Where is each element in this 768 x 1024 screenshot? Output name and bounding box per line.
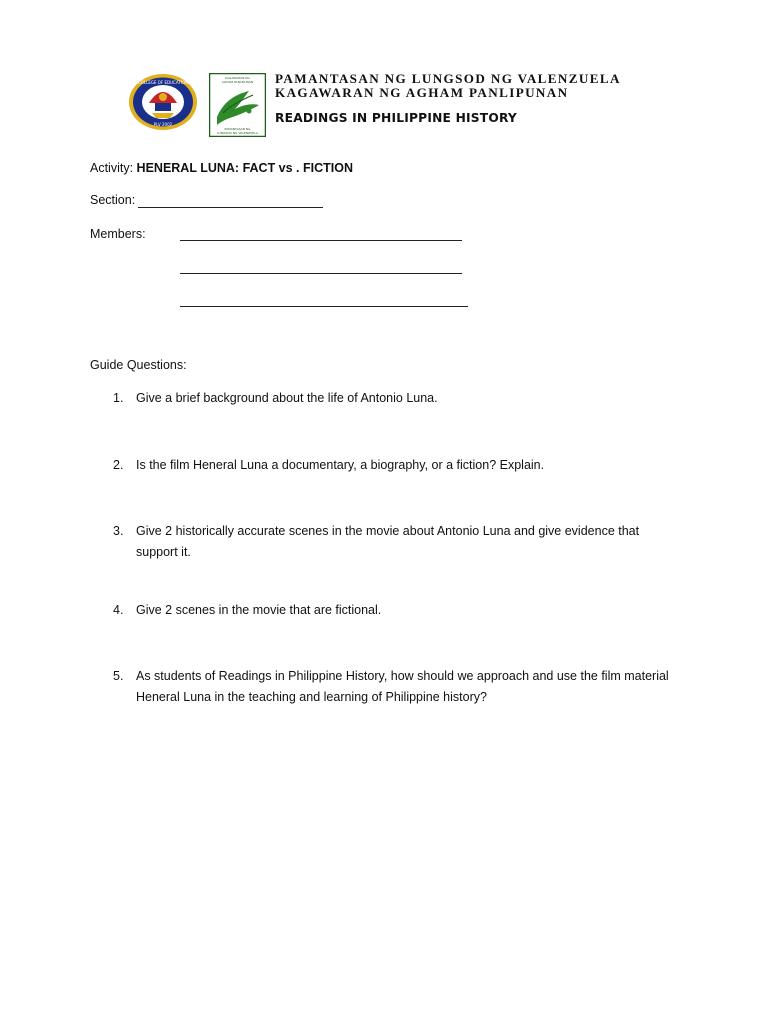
department-name: KAGAWARAN NG AGHAM PANLIPUNAN bbox=[275, 86, 569, 100]
department-seal-logo bbox=[209, 73, 266, 137]
question-number: 5. bbox=[113, 669, 124, 683]
svg-text:PAMANTASAN NG: PAMANTASAN NG bbox=[224, 127, 251, 131]
activity-label: Activity: bbox=[90, 161, 137, 175]
activity-line bbox=[90, 161, 353, 175]
section-label: Section: bbox=[90, 193, 136, 207]
question-5-text: As students of Readings in Philippine History, how should we approach and use the film material Heneral Luna in the teaching and learning of Philippine history? bbox=[136, 669, 669, 704]
question-number: 2. bbox=[113, 458, 124, 472]
svg-text:LUNGSOD NG VALENZUELA: LUNGSOD NG VALENZUELA bbox=[216, 131, 259, 135]
question-3-text: Give 2 historically accurate scenes in the movie about Antonio Luna and give evidence that support it. bbox=[136, 524, 640, 559]
university-name: PAMANTASAN NG LUNGSOD NG VALENZUELA bbox=[275, 72, 621, 86]
question-4-text: Give 2 scenes in the movie that are fictional. bbox=[136, 603, 382, 617]
course-title: READINGS IN PHILIPPINE HISTORY bbox=[275, 111, 517, 125]
guide-questions-label: Guide Questions: bbox=[90, 358, 187, 372]
question-number: 1. bbox=[113, 391, 124, 405]
member-blank-2[interactable] bbox=[180, 273, 462, 274]
question-2-text: Is the film Heneral Luna a documentary, a biography, or a fiction? Explain. bbox=[136, 458, 545, 472]
member-blank-3[interactable] bbox=[180, 306, 468, 307]
question-number: 3. bbox=[113, 524, 124, 538]
activity-title: HENERAL LUNA: FACT vs . FICTION bbox=[136, 161, 353, 175]
section-blank[interactable] bbox=[138, 207, 323, 208]
svg-text:AGHAM PANLIPUNAN: AGHAM PANLIPUNAN bbox=[221, 80, 254, 84]
svg-text:COLLEGE OF EDUCATION: COLLEGE OF EDUCATION bbox=[137, 80, 189, 85]
question-number: 4. bbox=[113, 603, 124, 617]
svg-text:PLV 2002: PLV 2002 bbox=[153, 122, 173, 127]
question-1-text: Give a brief background about the life of Antonio Luna. bbox=[136, 391, 438, 405]
member-blank-1[interactable] bbox=[180, 240, 462, 241]
college-seal-logo bbox=[128, 73, 198, 131]
members-label: Members: bbox=[90, 227, 146, 241]
svg-text:KAGAWARAN NG: KAGAWARAN NG bbox=[225, 76, 250, 80]
